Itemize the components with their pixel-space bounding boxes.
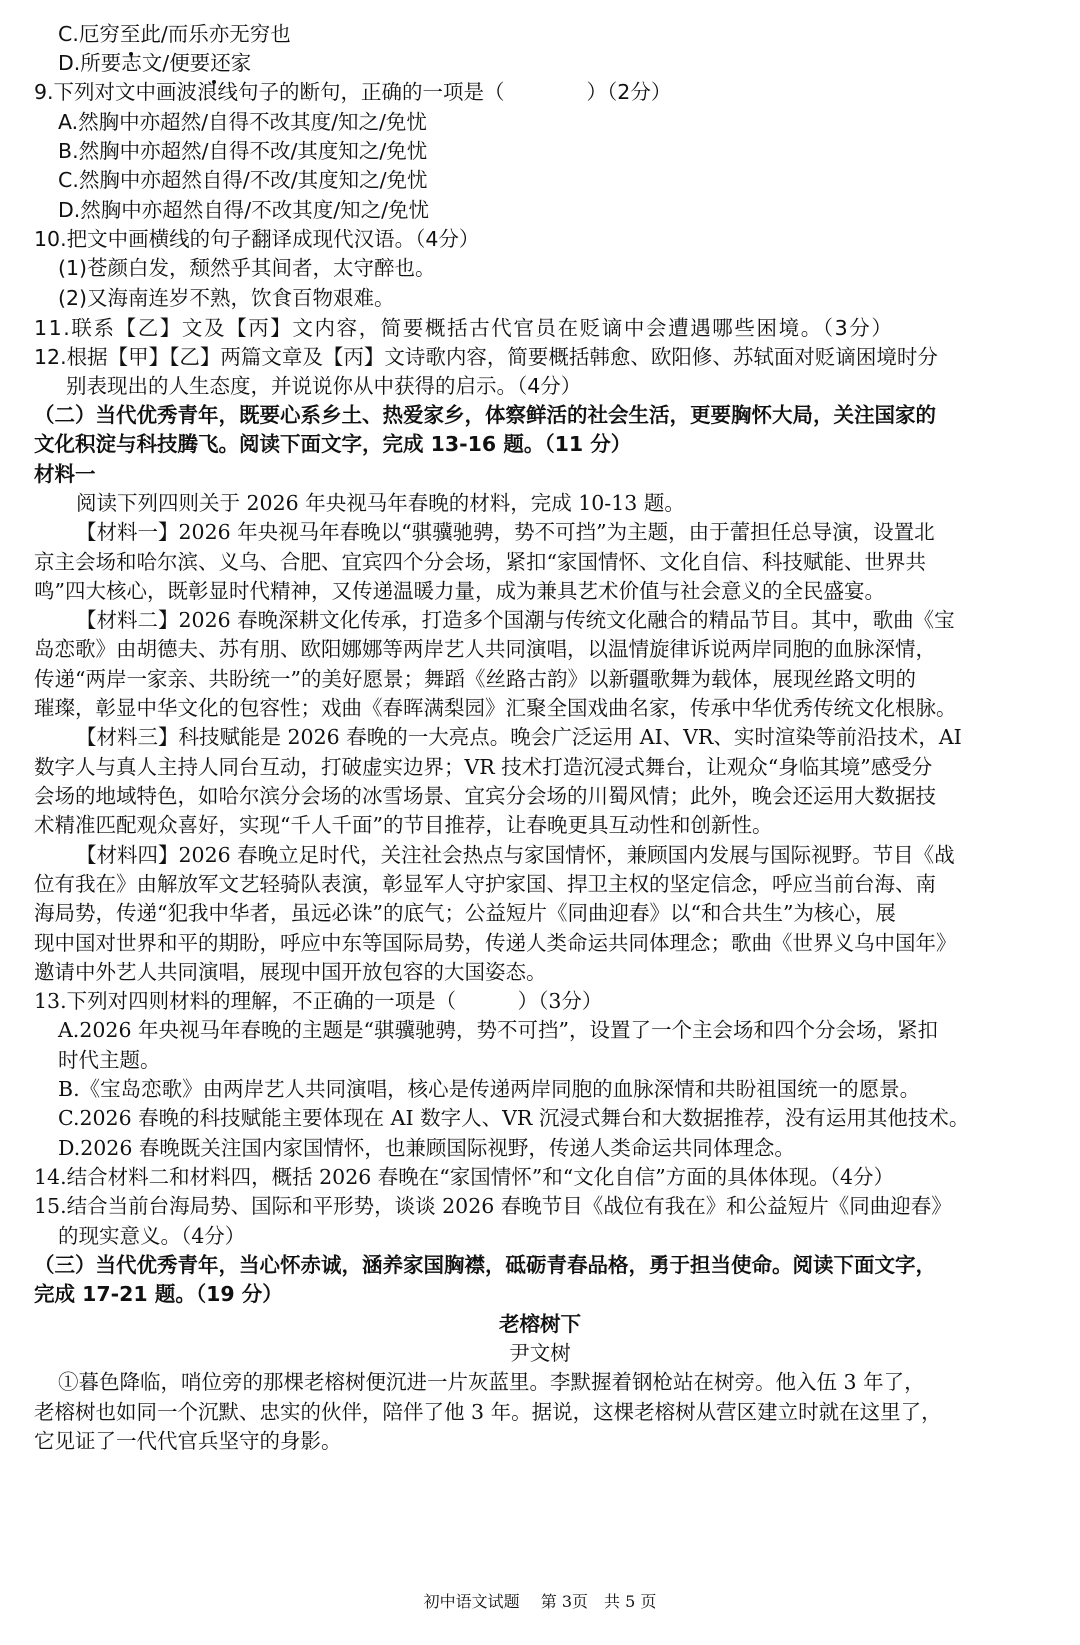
q11: 11.联系【乙】文及【丙】文内容，简要概括古代官员在贬谪中会遭遇哪些困境。（3分） [34, 316, 894, 340]
q9-option-a: A.然胸中亦超然/自得不改其度/知之/免忧 [58, 110, 427, 134]
q13-option-d: D.2026 春晚既关注国内家国情怀，也兼顾国际视野，传递人类命运共同体理念。 [58, 1136, 795, 1160]
material-intro: 阅读下列四则关于 2026 年央视马年春晚的材料，完成 10-13 题。 [76, 491, 685, 515]
material-2-line: 璀璨，彰显中华文化的包容性；戏曲《春晖满梨园》汇聚全国戏曲名家，传承中华优秀传统文化根脉。 [34, 696, 957, 720]
material-2-line: 传递“两岸一家亲、共盼统一”的美好愿景；舞蹈《丝路古韵》以新疆歌舞为载体，展现丝路文明的 [34, 667, 916, 691]
section2-heading-line1: （二）当代优秀青年，既要心系乡土、热爱家乡，体察鲜活的社会生活，更要胸怀大局，关注国家的 [34, 403, 936, 427]
q9-option-b: B.然胸中亦超然/自得不改/其度知之/免忧 [58, 139, 428, 163]
q10-item-1: (1)苍颜白发，颓然乎其间者，太守醉也。 [58, 256, 436, 280]
material-2-line: 岛恋歌》由胡德夫、苏有朋、欧阳娜娜等两岸艺人共同演唱，以温情旋律诉说两岸同胞的血脉深情， [34, 637, 936, 661]
q13-option-b: B.《宝岛恋歌》由两岸艺人共同演唱，核心是传递两岸同胞的血脉深情和共盼祖国统一的愿景。 [58, 1077, 921, 1101]
story-paragraph-line: 老榕树也如同一个沉默、忠实的伙伴，陪伴了他 3 年。据说，这棵老榕树从营区建立时就在这里了， [34, 1400, 942, 1424]
q8-option-d: D.所要志文/便要还家 [58, 51, 252, 75]
q9-option-d: D.然胸中亦超然自得/不改其度/知之/免忧 [58, 198, 430, 222]
story-paragraph-line: ①暮色降临，哨位旁的那棵老榕树便沉进一片灰蓝里。李默握着钢枪站在树旁。他入伍 3 年了， [58, 1370, 925, 1394]
q13-option-a: A.2026 年央视马年春晚的主题是“骐骥驰骋，势不可挡”，设置了一个主会场和四个分会场，紧扣 [58, 1018, 938, 1042]
q9-stem: 9.下列对文中画波浪线句子的断句，正确的一项是（ ）（2分） [34, 80, 672, 104]
q10-stem: 10.把文中画横线的句子翻译成现代汉语。（4分） [34, 227, 480, 251]
q10-item-2: (2)又海南连岁不熟，饮食百物艰难。 [58, 286, 395, 310]
section2-heading-line2: 文化积淀与科技腾飞。阅读下面文字，完成 13-16 题。（11 分） [34, 432, 632, 456]
material-1-line: 鸣”四大核心，既彰显时代精神，又传递温暖力量，成为兼具艺术价值与社会意义的全民盛宴。 [34, 579, 885, 603]
q15-line1: 15.结合当前台海局势、国际和平形势，谈谈 2026 春晚节目《战位有我在》和公益短片《同曲迎春》 [34, 1194, 952, 1218]
q8-option-c: C.厄穷至此/而乐亦无穷也 [58, 22, 291, 46]
material-3-line: 术精准匹配观众喜好，实现“千人千面”的节目推荐，让春晚更具互动性和创新性。 [34, 813, 773, 837]
story-author: 尹文树 [509, 1341, 571, 1365]
q12-line1: 12.根据【甲】【乙】两篇文章及【丙】文诗歌内容，简要概括韩愈、欧阳修、苏轼面对贬谪困境时分 [34, 345, 938, 369]
material-4-line: 位有我在》由解放军文艺轻骑队表演，彰显军人守护家国、捍卫主权的坚定信念，呼应当前台海、南 [34, 872, 936, 896]
material-1-line: 【材料一】2026 年央视马年春晚以“骐骥驰骋，势不可挡”为主题，由于蕾担任总导演，设置北 [76, 520, 935, 544]
material-3-line: 数字人与真人主持人同台互动，打破虚实边界；VR 技术打造沉浸式舞台，让观众“身临其境”感受分 [34, 755, 933, 779]
q13-option-a-cont: 时代主题。 [58, 1048, 161, 1072]
material-3-line: 【材料三】科技赋能是 2026 春晚的一大亮点。晚会广泛运用 AI、VR、实时渲染等前沿技术，AI [76, 725, 962, 749]
material-1-line: 京主会场和哈尔滨、义乌、合肥、宜宾四个分会场，紧扣“家国情怀、文化自信、科技赋能、世界共 [34, 550, 926, 574]
q14: 14.结合材料二和材料四，概括 2026 春晚在“家国情怀”和“文化自信”方面的具体体现。（4分） [34, 1165, 895, 1189]
story-paragraph-line: 它见证了一代代官兵坚守的身影。 [34, 1429, 342, 1453]
q13-stem: 13.下列对四则材料的理解，不正确的一项是（ ）（3分） [34, 989, 603, 1013]
q15-line2: 的现实意义。（4分） [58, 1224, 246, 1248]
q12-line2: 别表现出的人生态度，并说说你从中获得的启示。（4分） [66, 374, 582, 398]
story-title: 老榕树下 [499, 1312, 581, 1336]
material-4-line: 现中国对世界和平的期盼，呼应中东等国际局势，传递人类命运共同体理念；歌曲《世界义乌中国年》 [34, 931, 957, 955]
material-label: 材料一 [34, 462, 96, 486]
material-4-line: 邀请中外艺人共同演唱，展现中国开放包容的大国姿态。 [34, 960, 547, 984]
section3-heading-line2: 完成 17-21 题。（19 分） [34, 1282, 283, 1306]
material-4-line: 海局势，传递“犯我中华者，虽远必诛”的底气；公益短片《同曲迎春》以“和合共生”为核心，展 [34, 901, 896, 925]
material-2-line: 【材料二】2026 春晚深耕文化传承，打造多个国潮与传统文化融合的精品节目。其中，歌曲《宝 [76, 608, 955, 632]
section3-heading-line1: （三）当代优秀青年，当心怀赤诚，涵养家国胸襟，砥砺青春品格，勇于担当使命。阅读下面文字， [34, 1253, 936, 1277]
q9-option-c: C.然胸中亦超然自得/不改/其度知之/免忧 [58, 168, 428, 192]
material-3-line: 会场的地域特色，如哈尔滨分会场的冰雪场景、宜宾分会场的川蜀风情；此外，晚会还运用大数据技 [34, 784, 936, 808]
page-footer: 初中语文试题 第 3页 共 5 页 [423, 1592, 657, 1611]
material-4-line: 【材料四】2026 春晚立足时代，关注社会热点与家国情怀，兼顾国内发展与国际视野。节目《战 [76, 843, 955, 867]
q13-option-c: C.2026 春晚的科技赋能主要体现在 AI 数字人、VR 沉浸式舞台和大数据推荐，没有运用其他技术。 [58, 1106, 970, 1130]
